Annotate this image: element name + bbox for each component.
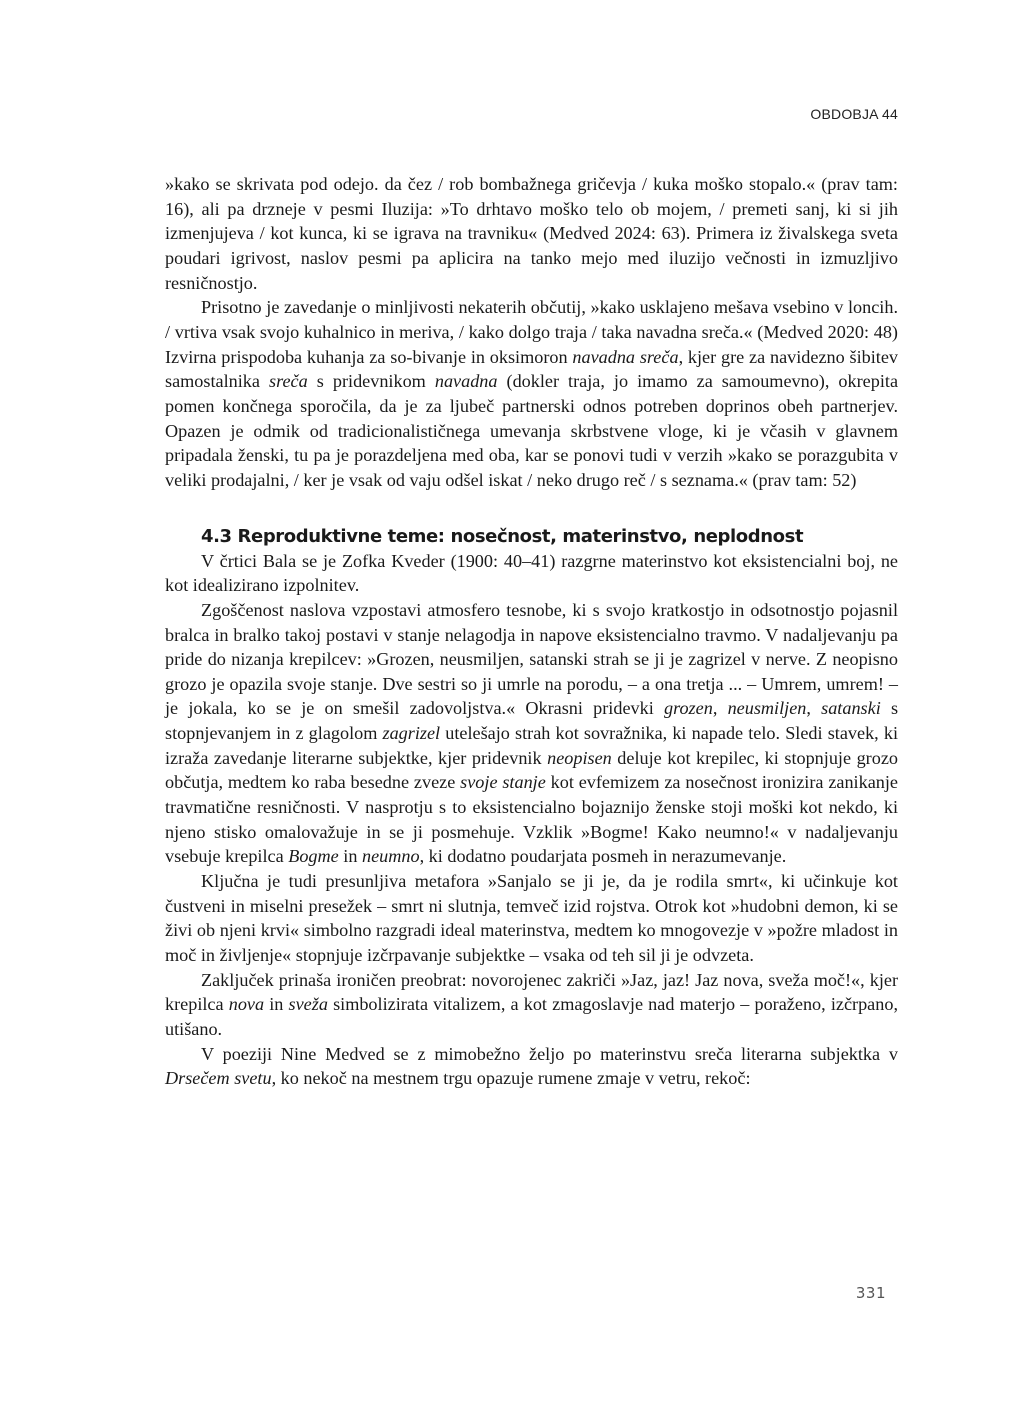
italic-term: neopisen: [547, 747, 612, 768]
italic-term: Bogme: [288, 846, 339, 867]
paragraph-2: [165, 295, 898, 492]
italic-term: sveža: [288, 994, 328, 1015]
text-run: (dokler traja, jo imamo za samoumevno), okrepita pomen končnega sporočila, da je za ljubeč partnerski odnos potreben doprinos obeh partnerjev. Opazen je odmik od tradicionalističnega umevanja skrbstvene vloge, ki je včasih v glavnem pripadala ženski, tu pa je porazdeljena med oba, kar se ponovi tudi v verzih »kako se porazgubita v veliki prodajalni, / ker je vsak od vaju odšel iskat / neko drugo reč / s seznama.« (prav tam: 52): [165, 371, 899, 490]
page-body: [165, 172, 898, 1091]
italic-term: svoje stanje: [460, 772, 546, 793]
text-run: , ki dodatno poudarjata posmeh in nerazumevanje.: [419, 846, 787, 867]
text-run: Zaključek prinaša ironičen preobrat: novorojenec zakriči »Jaz, jaz! Jaz nova, sveža moč!«, kjer krepilca: [165, 969, 898, 1015]
running-header: OBDOBJA 44: [810, 106, 898, 122]
paragraph-3: V črtici Bala se je Zofka Kveder (1900: 40–41) razgrne materinstvo kot eksistencialni boj, ne kot idealizirano izpolnitev.: [165, 550, 898, 596]
paragraph-4: [165, 598, 898, 869]
italic-term: nova: [228, 994, 265, 1015]
text-run: ,: [712, 698, 728, 719]
text-run: , kjer gre za navidezno šibitev samostalnika: [165, 346, 899, 392]
text-run: Zgoščenost naslova vzpostavi atmosfero tesnobe, ki s svojo kratkostjo in odsotnostjo pojasnil bralca in bralko takoj postavi v stanje nelagodja in napove eksistencialno travmo. V nadaljevanju pa pride do nizanja krepilcev: »Grozen, neusmiljen, satanski strah se ji je zagrizel v nerve. Z neopisno grozo je opazila svoje stanje. Dve sestri so ji umrle na porodu, – a ona tretja ... – Umrem, umrem! – je jokala, ko se je on smešil zadovoljstva.« Okrasni pridevki: [165, 599, 898, 719]
text-run: deluje kot krepilec, ki stopnjuje grozo občutja, medtem ko raba besedne zveze: [165, 747, 898, 793]
italic-term: zagrizel: [382, 723, 441, 744]
italic-title: Drsečem svetu: [165, 1068, 272, 1089]
text-run: in: [338, 846, 362, 867]
section-heading: 4.3 Reproduktivne teme: nosečnost, materinstvo, neplodnost: [201, 525, 804, 547]
italic-term: navadna sreča: [572, 346, 679, 367]
text-run: Prisotno je zavedanje o minljivosti nekaterih občutij, »kako usklajeno mešava vsebino v loncih. / vrtiva vsak svojo kuhalnico in meriva, / kako dolgo traja / taka navadna sreča.« (Medved 2020: 48) Izvirna prispodoba kuhanja za so-bivanje in oksimoron: [165, 297, 898, 367]
text-run: V poeziji Nine Medved se z mimobežno željo po materinstvu sreča literarna subjektka v: [201, 1043, 898, 1064]
section-spacer: [165, 493, 898, 517]
paragraph-1: »kako se skrivata pod odejo. da čez / rob bombažnega gričevja / kuka moško stopalo.« (prav tam: 16), ali pa drzneje v pesmi Iluzija: »To drhtavo moško telo ob mojem, / premeti sanj, ki si jih izmenjujeva / kot kunca, ki se igrava na travniku« (Medved 2024: 63). Primera iz živalskega sveta poudari igrivost, naslov pesmi pa aplicira na tanko mejo med iluzijo večnosti in izmuzljivo resničnostjo.: [165, 174, 898, 293]
text-run: s pridevnikom: [307, 371, 435, 392]
text-run: s stopnjevanjem in z glagolom: [165, 698, 899, 744]
text-run: kot evfemizem za nosečnost ironizira zanikanje travmatične resničnosti. V nasprotju s to eksistencialno bojaznijo ženske stoji moški kot nekdo, ki njeno stisko omalovažuje in se ji posmehuje. Vzklik »Bogme! Kako neumno!« v nadaljevanju vsebuje krepilca: [165, 772, 898, 867]
page-number: 331: [855, 1284, 886, 1302]
text-run: in: [264, 994, 289, 1015]
italic-term: sreča: [269, 371, 308, 392]
text-run: utelešajo strah kot sovražnika, ki napade telo. Sledi stavek, ki izraža zavedanje literarne subjektke, kjer pridevnik: [165, 723, 898, 768]
paragraph-5: Ključna je tudi presunljiva metafora »Sanjalo se ji je, da je rodila smrt«, ki učinkuje kot čustveni in miselni presežek – smrt ni slutnja, temveč izid rojstva. Otrok kot »hudobni demon, ki se živi ob njeni krvi« simbolno razgradi ideal materinstva, medtem ko mnogovezje v »požre mladost in moč in življenje« stopnjuje izčrpavanje subjektke – vsaka od teh sil ji je odvzeta.: [165, 871, 898, 966]
text-run: simbolizirata vitalizem, a kot zmagoslavje nad materjo – poraženo, izčrpano, utišano.: [165, 994, 898, 1039]
italic-term: navadna: [434, 371, 498, 392]
italic-term: grozen: [663, 698, 713, 719]
paragraph-7: [165, 1042, 898, 1091]
paragraph-6: [165, 968, 898, 1042]
text-run: ,: [806, 698, 822, 719]
text-run: , ko nekoč na mestnem trgu opazuje rumene zmaje v vetru, rekoč:: [271, 1068, 751, 1089]
italic-term: neusmiljen: [727, 698, 807, 719]
italic-term: neumno: [361, 846, 420, 867]
italic-term: satanski: [821, 698, 881, 719]
